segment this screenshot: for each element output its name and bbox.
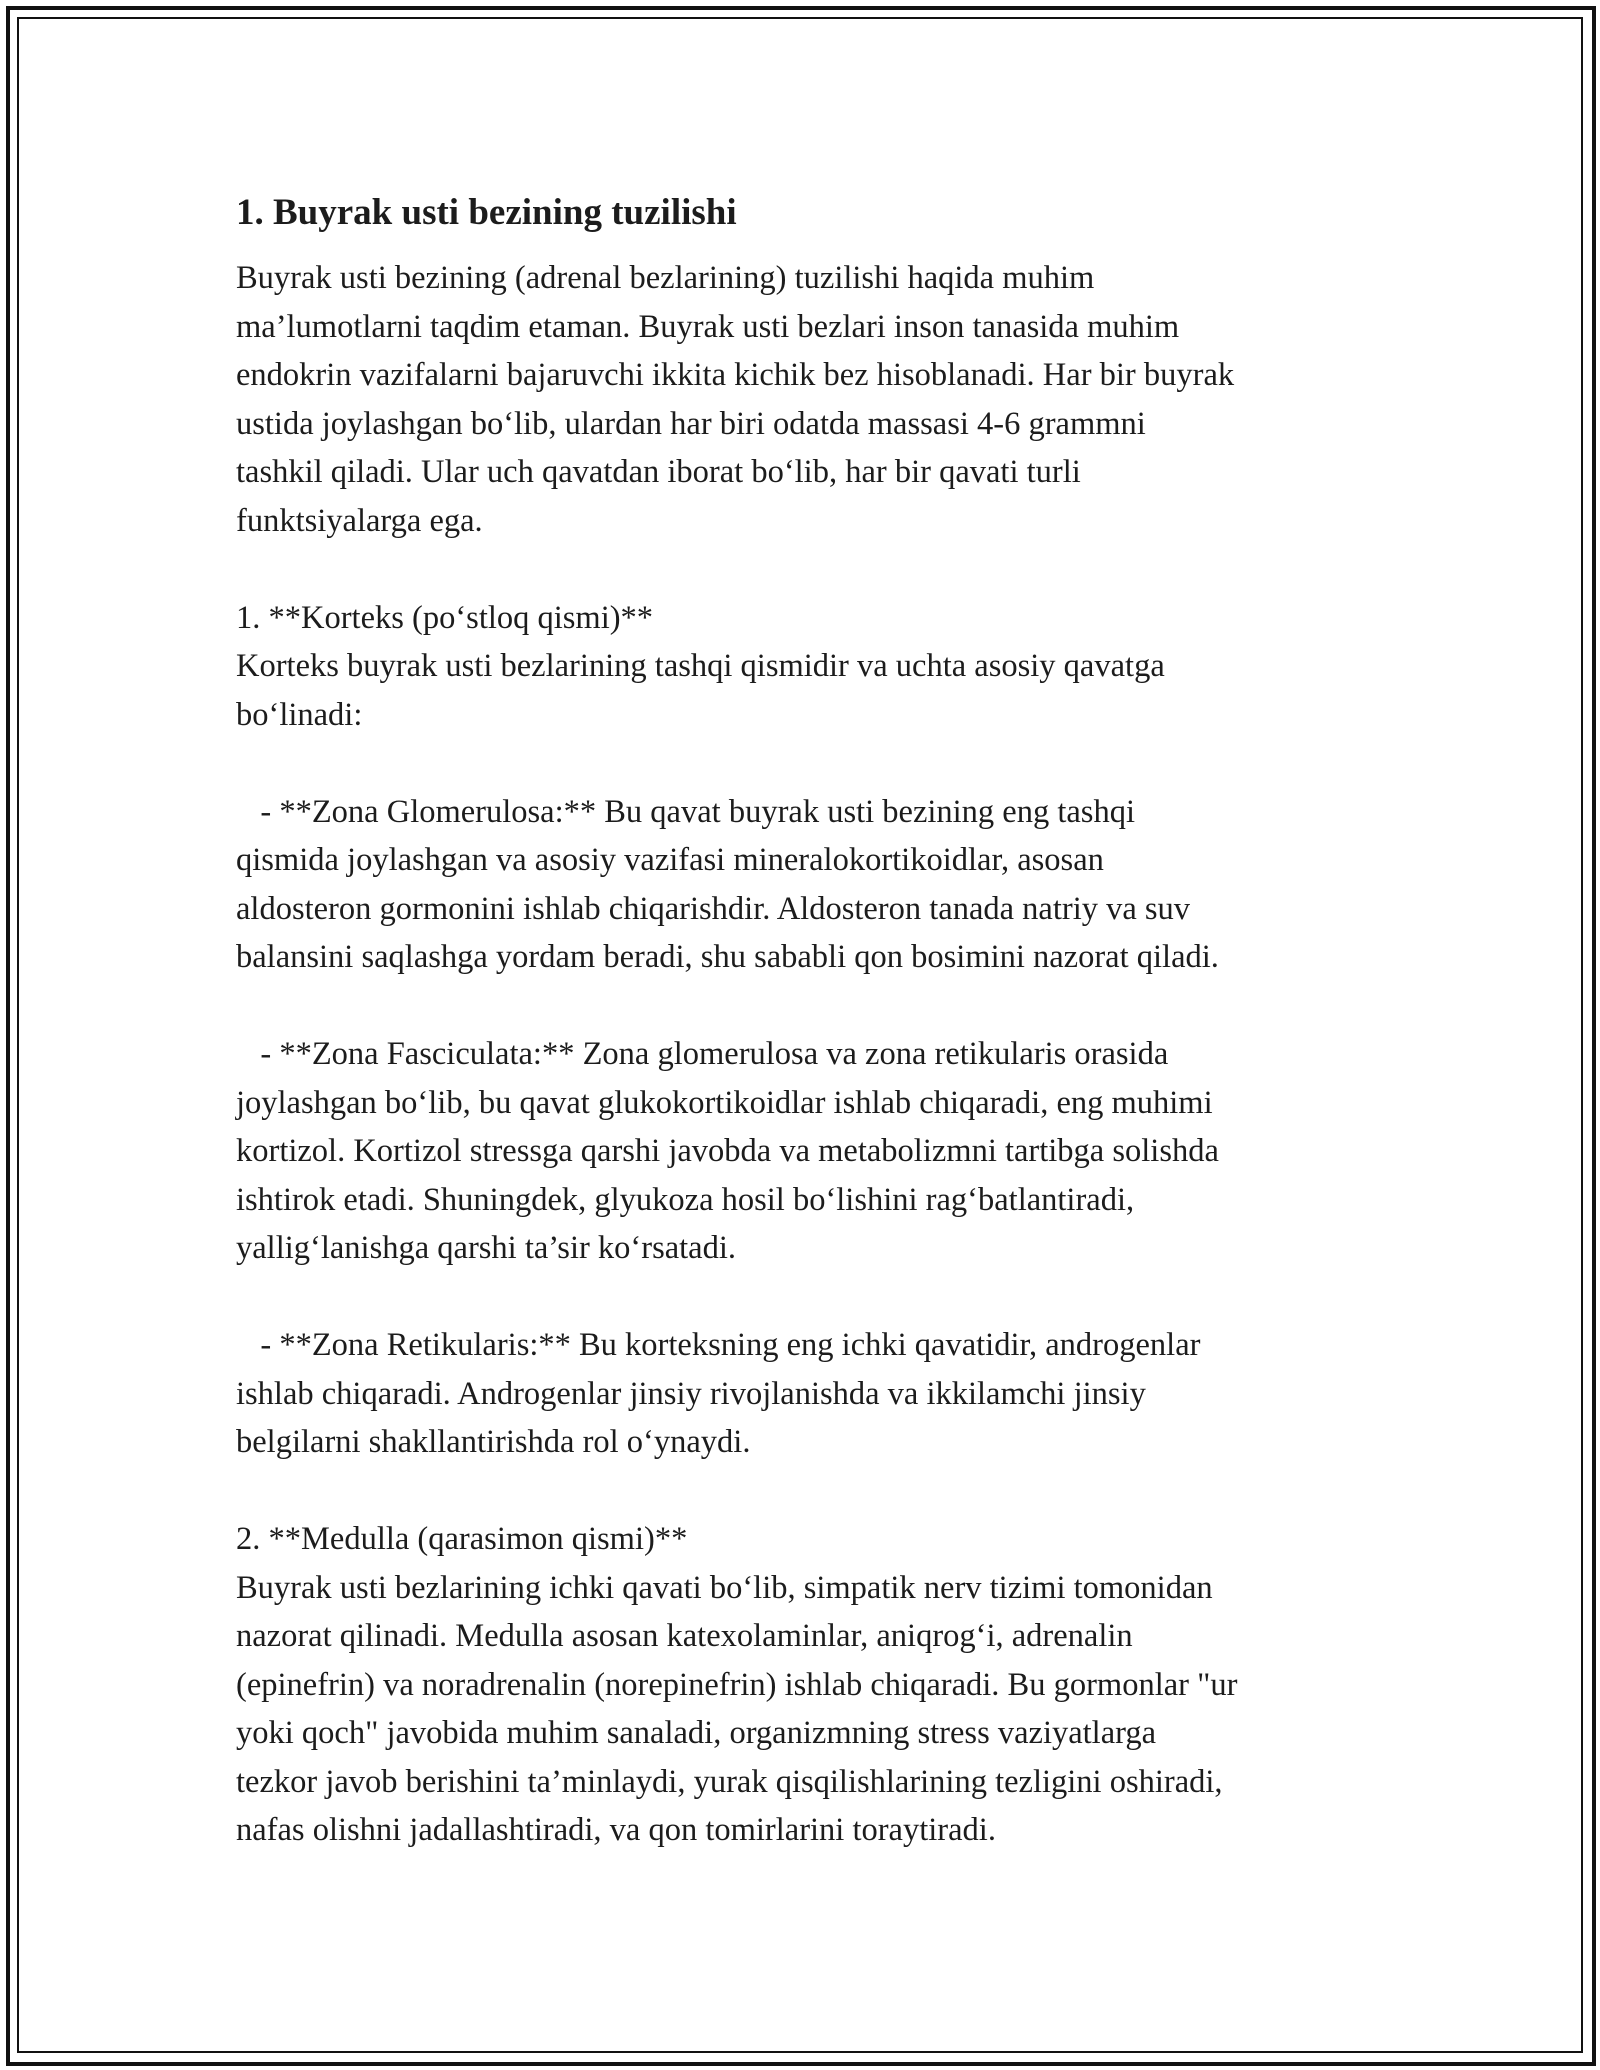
text-line: 2. **Medulla (qarasimon qismi)** (236, 1521, 688, 1557)
text-line: 1. **Korteks (po‘stloq qismi)** (236, 599, 654, 636)
paragraph-spacer (236, 1467, 1386, 1516)
zona-retikularis-item (236, 1321, 1386, 1467)
text-line: ustida joylashgan bo‘lib, ulardan har biri odatda massasi 4-6 grammni (236, 405, 1146, 442)
zona-glomerulosa-item (236, 788, 1386, 982)
text-line: nazorat qilinadi. Medulla asosan katexolaminlar, aniqrog‘i, adrenalin (236, 1618, 1133, 1654)
zona-fasciculata-item (236, 1030, 1386, 1273)
text-line: aldosteron gormonini ishlab chiqarishdir. Aldosteron tanada natriy va suv (236, 890, 1191, 927)
document-paragraphs (236, 254, 1386, 1855)
medulla-section (236, 1515, 1386, 1855)
text-line: endokrin vazifalarni bajaruvchi ikkita kichik bez hisoblanadi. Har bir buyrak (236, 357, 1235, 393)
document-body (236, 186, 1386, 1855)
text-line: yallig‘lanishga qarshi ta’sir ko‘rsatadi. (236, 1230, 737, 1266)
text-line: balansini saqlashga yordam beradi, shu sababli qon bosimini nazorat qiladi. (236, 939, 1219, 975)
text-line: - **Zona Retikularis:** Bu korteksning eng ichki qavatidir, androgenlar (236, 1327, 1201, 1363)
korteks-section (236, 594, 1386, 740)
text-line: joylashgan bo‘lib, bu qavat glukokortikoidlar ishlab chiqaradi, eng muhimi (236, 1084, 1213, 1121)
text-line: (epinefrin) va noradrenalin (norepinefrin) ishlab chiqaradi. Bu gormonlar "ur (236, 1666, 1238, 1703)
text-line: yoki qoch" javobida muhim sanaladi, organizmning stress vaziyatlarga (236, 1715, 1157, 1751)
text-line: - **Zona Fasciculata:** Zona glomerulosa va zona retikularis orasida (236, 1036, 1169, 1072)
text-line: Buyrak usti bezlarining ichki qavati bo‘lib, simpatik nerv tizimi tomonidan (236, 1569, 1213, 1606)
paragraph-spacer (236, 982, 1386, 1031)
section-heading: 1. Buyrak usti bezining tuzilishi (236, 192, 737, 233)
text-line: qismida joylashgan va asosiy vazifasi mineralokortikoidlar, asosan (236, 842, 1104, 878)
text-line: funktsiyalarga ega. (236, 502, 483, 539)
text-line: ma’lumotlarni taqdim etaman. Buyrak usti bezlari inson tanasida muhim (236, 308, 1180, 345)
text-line: belgilarni shakllantirishda rol o‘ynaydi. (236, 1424, 751, 1460)
text-line: Korteks buyrak usti bezlarining tashqi qismidir va uchta asosiy qavatga (236, 648, 1165, 684)
paragraph-spacer (236, 1273, 1386, 1322)
text-line: ishlab chiqaradi. Androgenlar jinsiy rivojlanishda va ikkilamchi jinsiy (236, 1375, 1146, 1412)
paragraph-spacer (236, 739, 1386, 788)
text-line: tezkor javob berishini ta’minlaydi, yurak qisqilishlarining tezligini oshiradi, (236, 1763, 1223, 1800)
text-line: - **Zona Glomerulosa:** Bu qavat buyrak usti bezining eng tashqi (236, 793, 1135, 830)
text-line: nafas olishni jadallashtiradi, va qon tomirlarini toraytiradi. (236, 1812, 996, 1848)
text-line: tashkil qiladi. Ular uch qavatdan iborat bo‘lib, har bir qavati turli (236, 454, 1081, 490)
text-line: ishtirok etadi. Shuningdek, glyukoza hosil bo‘lishini rag‘batlantiradi, (236, 1181, 1135, 1218)
intro-paragraph (236, 254, 1386, 545)
text-line: Buyrak usti bezining (adrenal bezlarining) tuzilishi haqida muhim (236, 260, 1095, 296)
text-line: bo‘linadi: (236, 696, 363, 733)
text-line: kortizol. Kortizol stressga qarshi javobda va metabolizmni tartibga solishda (236, 1133, 1219, 1169)
paragraph-spacer (236, 545, 1386, 594)
